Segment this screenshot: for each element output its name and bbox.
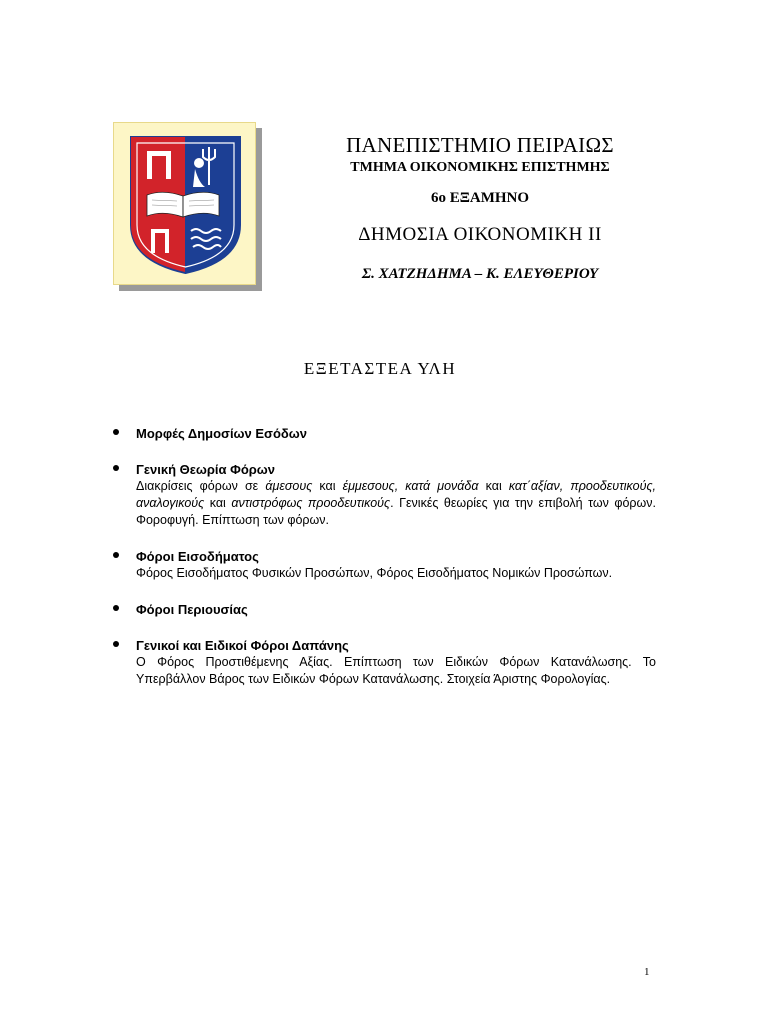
bullet-icon <box>113 605 119 611</box>
topic-title: Φόροι Περιουσίας <box>136 602 248 617</box>
topic-description: Διακρίσεις φόρων σε άμεσους και έμμεσους, κατά μονάδα και κατ΄αξίαν, προοδευτικούς, αναλογικούς και αντιστρόφως προοδευτικούς. Γενικές θεωρίες για την επιβολή των φόρων. Φοροφυγή. Επίπτωση των φόρων. <box>136 479 657 527</box>
section-title: ΕΞΕΤΑΣΤΕΑ ΥΛΗ <box>303 359 457 378</box>
list-item <box>108 637 656 688</box>
bullet-icon <box>113 465 119 471</box>
list-item <box>108 425 656 442</box>
bullet-icon <box>113 552 119 558</box>
department-name: ΤΜΗΜΑ ΟΙΚΟΝΟΜΙΚΗΣ ΕΠΙΣΤΗΜΗΣ <box>350 160 610 175</box>
list-item <box>108 548 656 582</box>
topic-title: Γενική Θεωρία Φόρων <box>136 462 276 477</box>
semester-label: 6ο ΕΞΑΜΗΝΟ <box>430 190 530 206</box>
list-item <box>108 601 656 618</box>
topic-title: Γενικοί και Ειδικοί Φόροι Δαπάνης <box>136 638 349 653</box>
bullet-icon <box>113 429 119 435</box>
university-name: ΠΑΝΕΠΙΣΤΗΜΙΟ ΠΕΙΡΑΙΩΣ <box>346 133 614 157</box>
course-title: ΔΗΜΟΣΙΑ ΟΙΚΟΝΟΜΙΚΗ ΙΙ <box>358 224 602 245</box>
university-logo <box>113 122 256 285</box>
topic-title: Φόροι Εισοδήματος <box>136 549 259 564</box>
page-number: 1 <box>644 966 650 978</box>
topic-title: Μορφές Δημοσίων Εσόδων <box>136 426 307 441</box>
university-crest-icon <box>125 133 246 276</box>
list-item <box>108 461 656 529</box>
topic-list <box>108 425 656 707</box>
topic-description: Ο Φόρος Προστιθέμενης Αξίας. Επίπτωση των Ειδικών Φόρων Κατανάλωσης. Το Υπερβάλλον Βάρος των Ειδικών Φόρων Κατανάλωσης. Στοιχεία Άριστης Φορολογίας. <box>136 655 656 686</box>
authors-line: Σ. ΧΑΤΖΗΔΗΜΑ – Κ. ΕΛΕΥΘΕΡΙΟΥ <box>361 266 599 282</box>
topic-description: Φόρος Εισοδήματος Φυσικών Προσώπων, Φόρος Εισοδήματος Νομικών Προσώπων. <box>136 566 613 580</box>
bullet-icon <box>113 641 119 647</box>
